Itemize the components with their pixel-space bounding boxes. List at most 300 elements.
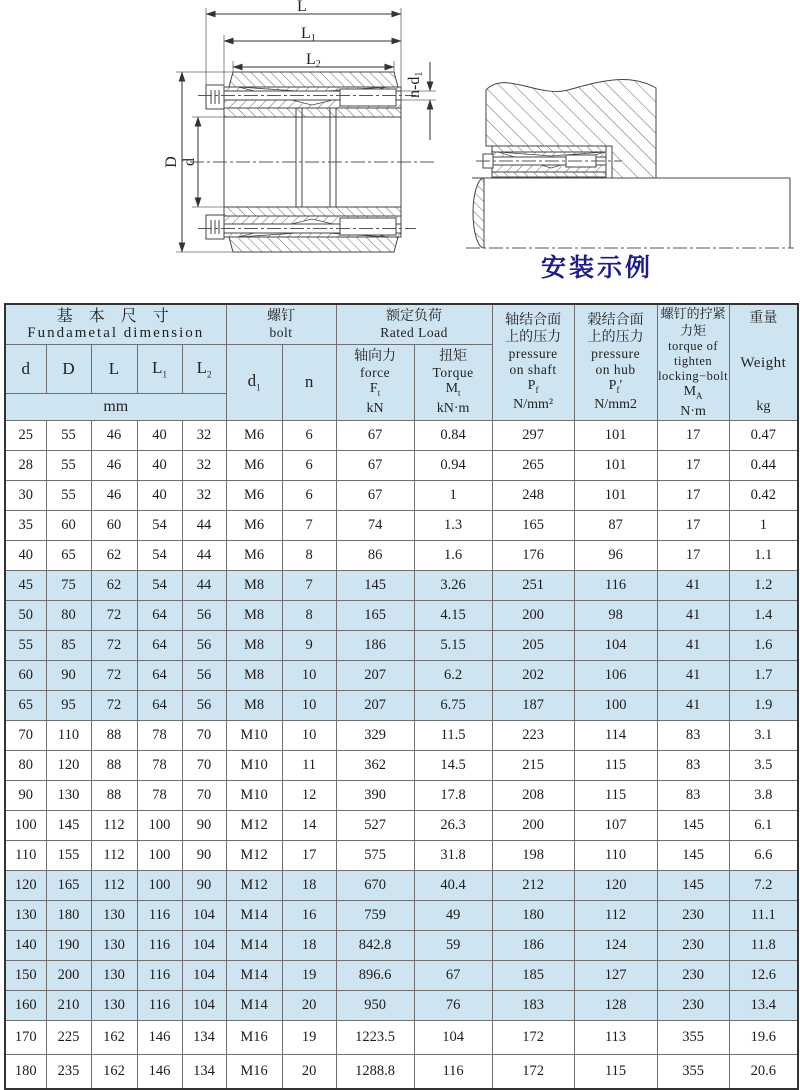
dim-label-D: D (163, 156, 180, 168)
cell: 104 (414, 1020, 492, 1054)
cell: 101 (574, 420, 657, 450)
header-tightening-torque: 螺钉的拧紧 力矩 torque of tighten locking−bolt $M_A$ N·m (658, 306, 729, 419)
cell: 30 (5, 480, 46, 510)
cell: 896.6 (336, 960, 414, 990)
cell: 44 (182, 570, 226, 600)
installation-caption: 安装示例 (540, 255, 653, 282)
cell: 7 (282, 570, 336, 600)
cell: 55 (46, 450, 91, 480)
cell: 17 (657, 510, 729, 540)
table-body (5, 420, 798, 1089)
cell: 100 (137, 810, 182, 840)
cell: 190 (46, 930, 91, 960)
col-d1: $d_1$ (226, 344, 282, 420)
cell: 78 (137, 780, 182, 810)
cell: 54 (137, 540, 182, 570)
cell: 83 (657, 780, 729, 810)
cell: 70 (5, 720, 46, 750)
cell: 83 (657, 720, 729, 750)
spec-table (4, 303, 799, 1090)
cell: 130 (46, 780, 91, 810)
cell: 85 (46, 630, 91, 660)
cell: 41 (657, 600, 729, 630)
cell: M14 (226, 900, 282, 930)
header-rated-load: 额定负荷 Rated Load (336, 304, 492, 344)
cell: 17.8 (414, 780, 492, 810)
cell: 124 (574, 930, 657, 960)
cell: 20 (282, 1054, 336, 1089)
cell: 145 (336, 570, 414, 600)
cell: 200 (492, 810, 574, 840)
coupling-section-drawing (0, 0, 460, 300)
cell: 202 (492, 660, 574, 690)
cell: 180 (492, 900, 574, 930)
cell: 146 (137, 1020, 182, 1054)
cell: 130 (5, 900, 46, 930)
cell: 207 (336, 690, 414, 720)
cell: 127 (574, 960, 657, 990)
cell: 40 (137, 420, 182, 450)
table-row (5, 540, 798, 570)
cell: 17 (657, 450, 729, 480)
cell: M14 (226, 990, 282, 1020)
cell: 362 (336, 750, 414, 780)
cell: 112 (91, 810, 137, 840)
cell: 297 (492, 420, 574, 450)
cell: 130 (91, 900, 137, 930)
cell: 185 (492, 960, 574, 990)
table-row (5, 840, 798, 870)
cell: 1.4 (729, 600, 798, 630)
cell: 1.6 (414, 540, 492, 570)
cell: M6 (226, 480, 282, 510)
cell: 759 (336, 900, 414, 930)
cell: 130 (91, 930, 137, 960)
cell: 355 (657, 1054, 729, 1089)
cell: M16 (226, 1020, 282, 1054)
cell: 90 (5, 780, 46, 810)
header-pressure-hub: 榖结合面 上的压力 pressure on hub $P_f'$ N/mm2 (574, 304, 657, 420)
cell: 72 (91, 630, 137, 660)
cell: 0.94 (414, 450, 492, 480)
cell: 329 (336, 720, 414, 750)
table-row (5, 600, 798, 630)
cell: 230 (657, 960, 729, 990)
cell: 116 (414, 1054, 492, 1089)
cell: M10 (226, 720, 282, 750)
cell: 56 (182, 600, 226, 630)
cell: 1.9 (729, 690, 798, 720)
table-row (5, 990, 798, 1020)
cell: 113 (574, 1020, 657, 1054)
cell: 40 (137, 450, 182, 480)
cell: 26.3 (414, 810, 492, 840)
cell: 64 (137, 660, 182, 690)
cell: 225 (46, 1020, 91, 1054)
cell: 205 (492, 630, 574, 660)
cell: 104 (182, 930, 226, 960)
cell: 104 (182, 960, 226, 990)
cell: 6 (282, 480, 336, 510)
cell: 155 (46, 840, 91, 870)
cell: M10 (226, 750, 282, 780)
cell: 100 (5, 810, 46, 840)
cell: 76 (414, 990, 492, 1020)
cell: 6 (282, 420, 336, 450)
cell: 116 (137, 930, 182, 960)
cell: 4.15 (414, 600, 492, 630)
cell: 17 (657, 540, 729, 570)
cell: 16 (282, 900, 336, 930)
cell: 19.6 (729, 1020, 798, 1054)
cell: 575 (336, 840, 414, 870)
cell: 90 (182, 810, 226, 840)
cell: 11.1 (729, 900, 798, 930)
cell: 186 (336, 630, 414, 660)
cell: 130 (91, 960, 137, 990)
cell: 10 (282, 660, 336, 690)
cell: 88 (91, 720, 137, 750)
cell: 19 (282, 1020, 336, 1054)
cell: 46 (91, 480, 137, 510)
cell: 67 (336, 480, 414, 510)
cell: 70 (182, 750, 226, 780)
table-row (5, 900, 798, 930)
col-torque: 扭矩 Torque $M_t$ kN·m (414, 344, 492, 420)
cell: 1.2 (729, 570, 798, 600)
table-row (5, 570, 798, 600)
cell: 40.4 (414, 870, 492, 900)
cell: 1 (414, 480, 492, 510)
cell: 12.6 (729, 960, 798, 990)
cell: 1.1 (729, 540, 798, 570)
cell: 160 (5, 990, 46, 1020)
cell: 44 (182, 540, 226, 570)
cell: 134 (182, 1054, 226, 1089)
col-n: n (282, 344, 336, 420)
cell: 32 (182, 420, 226, 450)
cell: 14.5 (414, 750, 492, 780)
cell: 1 (729, 510, 798, 540)
cell: 670 (336, 870, 414, 900)
cell: 145 (657, 840, 729, 870)
cell: 230 (657, 990, 729, 1020)
header-weight: 重量 Weight kg (729, 304, 798, 420)
cell: 0.47 (729, 420, 798, 450)
cell: 50 (5, 600, 46, 630)
cell: 72 (91, 600, 137, 630)
cell: 186 (492, 930, 574, 960)
cell: 67 (336, 420, 414, 450)
col-L: L (91, 344, 137, 393)
cell: M16 (226, 1054, 282, 1089)
cell: 17 (657, 480, 729, 510)
unit-mm: mm (5, 393, 226, 420)
cell: 106 (574, 660, 657, 690)
col-D: D (46, 344, 91, 393)
table-row (5, 870, 798, 900)
cell: 12 (282, 780, 336, 810)
cell: 230 (657, 930, 729, 960)
cell: 95 (46, 690, 91, 720)
cell: 115 (574, 1054, 657, 1089)
cell: 11.5 (414, 720, 492, 750)
cell: 207 (336, 660, 414, 690)
cell: 55 (46, 480, 91, 510)
col-force: 轴向力 force $F_t$ kN (336, 344, 414, 420)
cell: 950 (336, 990, 414, 1020)
cell: 14 (282, 810, 336, 840)
cell: 40 (5, 540, 46, 570)
cell: 31.8 (414, 840, 492, 870)
cell: 3.26 (414, 570, 492, 600)
cell: 180 (46, 900, 91, 930)
table-row (5, 690, 798, 720)
cell: 90 (46, 660, 91, 690)
cell: 86 (336, 540, 414, 570)
cell: M8 (226, 630, 282, 660)
cell: 46 (91, 450, 137, 480)
cell: 112 (574, 900, 657, 930)
cell: 215 (492, 750, 574, 780)
cell: 842.8 (336, 930, 414, 960)
cell: 67 (336, 450, 414, 480)
cell: 88 (91, 780, 137, 810)
cell: 6.2 (414, 660, 492, 690)
cell: 527 (336, 810, 414, 840)
cell: 183 (492, 990, 574, 1020)
table-row (5, 810, 798, 840)
cell: 35 (5, 510, 46, 540)
cell: 90 (182, 840, 226, 870)
cell: 200 (492, 600, 574, 630)
cell: M6 (226, 540, 282, 570)
cell: 55 (46, 420, 91, 450)
cell: 130 (91, 990, 137, 1020)
cell: 162 (91, 1020, 137, 1054)
cell: 59 (414, 930, 492, 960)
cell: 40 (137, 480, 182, 510)
cell: 87 (574, 510, 657, 540)
table-row (5, 630, 798, 660)
cell: 104 (182, 900, 226, 930)
cell: M6 (226, 420, 282, 450)
cell: 187 (492, 690, 574, 720)
cell: 110 (5, 840, 46, 870)
cell: 41 (657, 570, 729, 600)
cell: 8 (282, 600, 336, 630)
cell: 60 (46, 510, 91, 540)
cell: M14 (226, 930, 282, 960)
cell: 19 (282, 960, 336, 990)
cell: 3.5 (729, 750, 798, 780)
cell: M6 (226, 510, 282, 540)
cell: 172 (492, 1020, 574, 1054)
cell: M12 (226, 840, 282, 870)
cell: M10 (226, 780, 282, 810)
cell: 72 (91, 660, 137, 690)
cell: 145 (46, 810, 91, 840)
cell: 116 (137, 990, 182, 1020)
cell: 62 (91, 570, 137, 600)
cell: 18 (282, 870, 336, 900)
cell: 100 (137, 870, 182, 900)
cell: 64 (137, 600, 182, 630)
cell: 110 (46, 720, 91, 750)
table-row (5, 930, 798, 960)
cell: 64 (137, 630, 182, 660)
cell: 80 (46, 600, 91, 630)
cell: 41 (657, 660, 729, 690)
cell: 65 (46, 540, 91, 570)
cell: 90 (182, 870, 226, 900)
cell: 78 (137, 720, 182, 750)
col-d: d (5, 344, 46, 393)
cell: 112 (91, 870, 137, 900)
cell: 101 (574, 450, 657, 480)
cell: 65 (5, 690, 46, 720)
cell: 11 (282, 750, 336, 780)
cell: 120 (46, 750, 91, 780)
dim-label-L2: L2 (306, 51, 321, 70)
cell: 6.1 (729, 810, 798, 840)
cell: 20 (282, 990, 336, 1020)
cell: 18 (282, 930, 336, 960)
cell: 74 (336, 510, 414, 540)
cell: 1.7 (729, 660, 798, 690)
cell: 165 (492, 510, 574, 540)
cell: M12 (226, 810, 282, 840)
cell: 165 (336, 600, 414, 630)
cell: 104 (574, 630, 657, 660)
cell: M8 (226, 570, 282, 600)
table-row (5, 1020, 798, 1054)
cell: 114 (574, 720, 657, 750)
cell: 0.44 (729, 450, 798, 480)
cell: 235 (46, 1054, 91, 1089)
cell: 172 (492, 1054, 574, 1089)
cell: 355 (657, 1020, 729, 1054)
cell: 7 (282, 510, 336, 540)
cell: 56 (182, 660, 226, 690)
cell: 72 (91, 690, 137, 720)
cell: 104 (182, 990, 226, 1020)
cell: 248 (492, 480, 574, 510)
cell: 120 (574, 870, 657, 900)
cell: 5.15 (414, 630, 492, 660)
cell: M8 (226, 660, 282, 690)
table-row (5, 510, 798, 540)
cell: 20.6 (729, 1054, 798, 1089)
table-row (5, 960, 798, 990)
cell: 100 (137, 840, 182, 870)
cell: 180 (5, 1054, 46, 1089)
cell: 88 (91, 750, 137, 780)
cell: 212 (492, 870, 574, 900)
cell: 75 (46, 570, 91, 600)
cell: 78 (137, 750, 182, 780)
cell: 54 (137, 510, 182, 540)
dim-label-L: L (297, 0, 307, 15)
cell: 3.1 (729, 720, 798, 750)
cell: 112 (91, 840, 137, 870)
cell: 150 (5, 960, 46, 990)
cell: 145 (657, 810, 729, 840)
cell: 145 (657, 870, 729, 900)
cell: 210 (46, 990, 91, 1020)
dim-label-L1: L1 (301, 25, 316, 44)
cell: 17 (282, 840, 336, 870)
cell: 6.6 (729, 840, 798, 870)
cell: 107 (574, 810, 657, 840)
cell: 10 (282, 720, 336, 750)
cell: 49 (414, 900, 492, 930)
cell: 165 (46, 870, 91, 900)
cell: 208 (492, 780, 574, 810)
cell: 70 (182, 720, 226, 750)
cell: 9 (282, 630, 336, 660)
header-pressure-shaft: 轴结合面 上的压力 pressure on shaft $P_f$ N/mm² (492, 304, 574, 420)
cell: M6 (226, 450, 282, 480)
cell: 60 (5, 660, 46, 690)
cell: 56 (182, 690, 226, 720)
cell: 41 (657, 630, 729, 660)
header-bolt: 螺钉 bolt (226, 304, 336, 344)
cell: 6 (282, 450, 336, 480)
cell: 96 (574, 540, 657, 570)
cell: 83 (657, 750, 729, 780)
cell: 98 (574, 600, 657, 630)
cell: 28 (5, 450, 46, 480)
cell: 198 (492, 840, 574, 870)
table-row (5, 450, 798, 480)
cell: M8 (226, 600, 282, 630)
cell: 110 (574, 840, 657, 870)
cell: 0.84 (414, 420, 492, 450)
cell: 64 (137, 690, 182, 720)
cell: 62 (91, 540, 137, 570)
cell: 8 (282, 540, 336, 570)
cell: 13.4 (729, 990, 798, 1020)
cell: 200 (46, 960, 91, 990)
cell: 80 (5, 750, 46, 780)
cell: 17 (657, 420, 729, 450)
cell: 230 (657, 900, 729, 930)
cell: 54 (137, 570, 182, 600)
cell: 1.6 (729, 630, 798, 660)
col-L2: $L_2$ (182, 344, 226, 393)
cell: 67 (414, 960, 492, 990)
cell: 25 (5, 420, 46, 450)
cell: 134 (182, 1020, 226, 1054)
cell: 41 (657, 690, 729, 720)
cell: 116 (137, 900, 182, 930)
cell: 1223.5 (336, 1020, 414, 1054)
cell: 146 (137, 1054, 182, 1089)
cell: 116 (137, 960, 182, 990)
cell: 120 (5, 870, 46, 900)
table-row (5, 420, 798, 450)
table-row (5, 720, 798, 750)
col-L1: $L_1$ (137, 344, 182, 393)
header-basic-dimension: 基 本 尺 寸 Fundametal dimension (5, 304, 226, 344)
cell: 10 (282, 690, 336, 720)
cell: M14 (226, 960, 282, 990)
dim-label-d: d (181, 158, 198, 166)
cell: 3.8 (729, 780, 798, 810)
cell: 60 (91, 510, 137, 540)
cell: 115 (574, 750, 657, 780)
